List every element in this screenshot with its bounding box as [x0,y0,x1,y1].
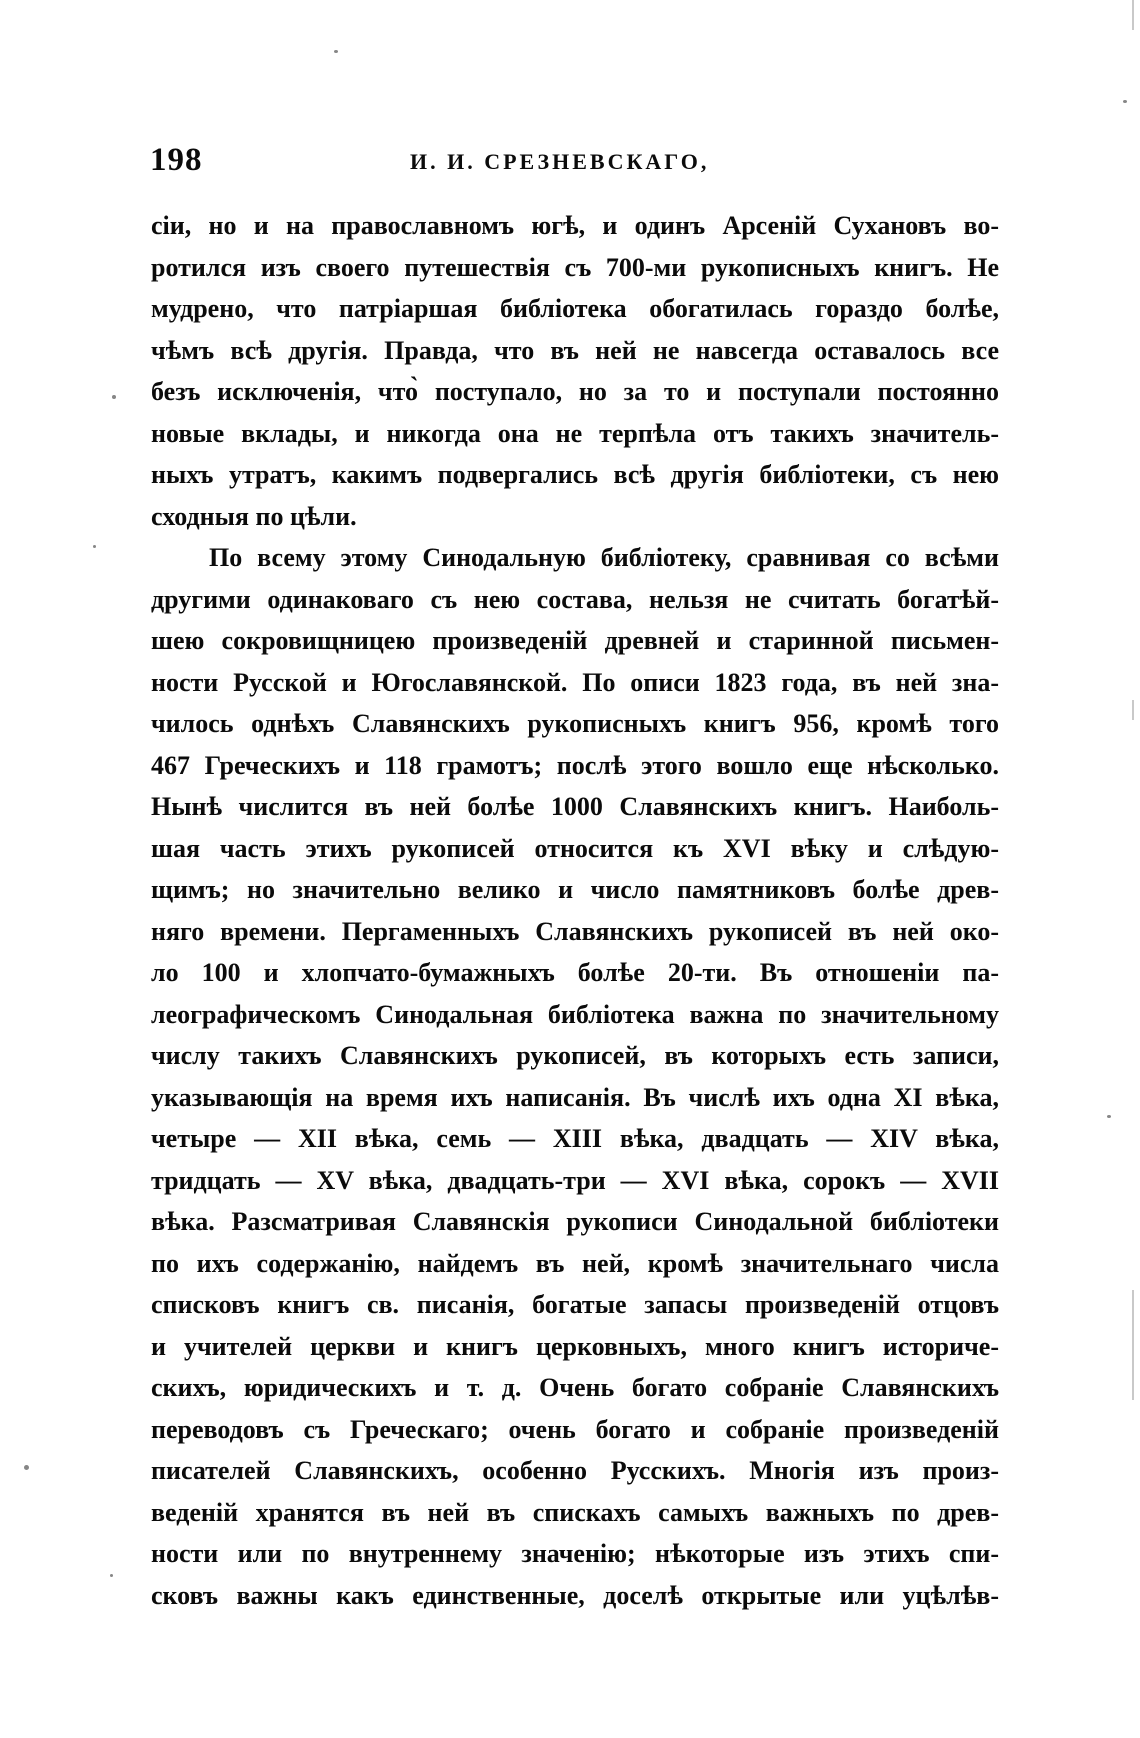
text-line: ности Русской и Югославянской. По описи 1823 года, въ ней зна- [151,667,999,697]
text-line: безъ исключенія, что̀ поступало, но за то и поступали постоянно [151,377,999,406]
text-line: ротился изъ своего путешествія съ 700-ми рукописныхъ книгъ. Не [151,252,999,282]
scan-speck [1123,100,1127,103]
running-head: И. И. СРЕЗНЕВСКАГО, [410,149,710,174]
text-line: сковъ важны какъ единственные, доселѣ открытые или уцѣлѣв- [151,1580,999,1610]
text-line: по ихъ содержанію, найдемъ въ ней, кромѣ значительнаго числа [151,1248,999,1278]
text-line: и учителей церкви и книгъ церковныхъ, много книгъ историче- [151,1331,999,1361]
text-line: новые вклады, и никогда она не терпѣла отъ такихъ значитель- [151,418,999,448]
text-line: мудрено, что патріаршая библіотека обогатилась гораздо болѣе, [151,294,999,323]
text-line: Нынѣ числится въ ней болѣе 1000 Славянскихъ книгъ. Наиболь- [151,792,999,821]
text-line: щимъ; но значительно велико и число памятниковъ болѣе древ- [151,875,999,904]
text-line: ности или по внутреннему значенію; нѣкоторые изъ этихъ спи- [151,1539,999,1568]
text-line: ныхъ утратъ, какимъ подвергались всѣ другія библіотеки, съ нею [151,460,999,489]
scan-speck [334,50,338,53]
text-line: сходныя по цѣли. [151,501,357,531]
scan-edge-mark [1132,0,1134,30]
text-line: указывающія на время ихъ написанія. Въ числѣ ихъ одна XI вѣка, [151,1082,999,1112]
text-line: шею сокровищницею произведеній древней и старинной письмен- [151,626,999,655]
scan-speck [112,395,116,399]
text-line: другими одинаковаго съ нею состава, нельзя не считать богатѣй- [151,584,999,614]
text-line: шая часть этихъ рукописей относится къ XVI вѣку и слѣдую- [151,833,999,863]
text-line: леографическомъ Синодальная библіотека важна по значительному [151,999,999,1029]
text-line: писателей Славянскихъ, особенно Русскихъ. Многія изъ произ- [151,1456,999,1485]
text-line: чѣмъ всѣ другія. Правда, что въ ней не навсегда оставалось все [151,335,999,365]
scan-edge-mark [1132,1290,1134,1400]
scan-speck [1107,1115,1111,1118]
text-line: сіи, но и на православномъ югѣ, и одинъ Арсеній Сухановъ во- [151,211,999,240]
text-line: По всему этому Синодальную библіотеку, сравнивая со всѣми [209,543,999,572]
text-line: няго времени. Пергаменныхъ Славянскихъ рукописей въ ней око- [151,916,999,946]
text-line: вѣка. Разсматривая Славянскія рукописи Синодальной библіотеки [151,1207,999,1236]
text-line: тридцать — XV вѣка, двадцать-три — XVI вѣка, сорокъ — XVII [151,1165,999,1195]
body-text [151,205,999,1616]
page-header [150,140,1000,184]
text-line: числу такихъ Славянскихъ рукописей, въ которыхъ есть записи, [151,1041,999,1070]
scan-edge-mark [1132,700,1134,720]
text-line: списковъ книгъ св. писанія, богатые запасы произведеній отцовъ [151,1290,999,1319]
text-line: скихъ, юридическихъ и т. д. Очень богато собраніе Славянскихъ [151,1373,999,1402]
text-line: четыре — XII вѣка, семь — XIII вѣка, двадцать — XIV вѣка, [151,1124,999,1153]
scan-speck [24,1465,29,1470]
text-line: ло 100 и хлопчато-бумажныхъ болѣе 20-ти. Въ отношеніи па- [151,958,999,987]
page-number: 198 [150,142,203,178]
text-line: чилось однѣхъ Славянскихъ рукописныхъ книгъ 956, кромѣ того [151,709,999,738]
text-line: веденій хранятся въ ней въ спискахъ самыхъ важныхъ по древ- [151,1497,999,1527]
scan-speck [110,1574,113,1577]
text-line: 467 Греческихъ и 118 грамотъ; послѣ этого вошло еще нѣсколько. [151,750,999,780]
scan-speck [93,545,96,548]
text-line: переводовъ съ Греческаго; очень богато и собраніе произведеній [151,1414,999,1444]
